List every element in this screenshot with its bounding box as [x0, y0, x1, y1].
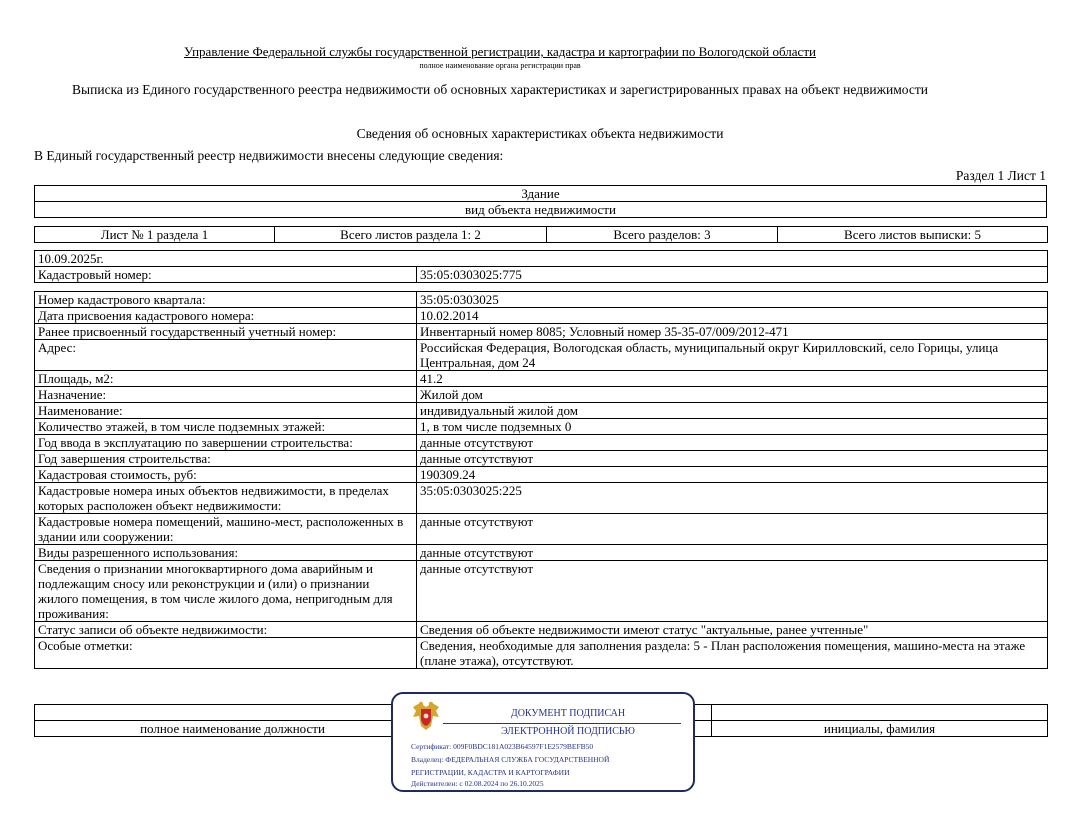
stamp-divider [443, 723, 681, 724]
cadastral-number-value: 35:05:0303025:775 [417, 267, 1048, 283]
row-label: Дата присвоения кадастрового номера: [35, 308, 417, 324]
table-row [35, 308, 1048, 324]
object-type-table [34, 185, 1047, 218]
table-row [35, 403, 1048, 419]
row-value: 35:05:0303025 [417, 292, 1048, 308]
row-label: Номер кадастрового квартала: [35, 292, 417, 308]
object-type: Здание [35, 186, 1047, 202]
position-caption: полное наименование должности [35, 721, 431, 737]
row-value: данные отсутствуют [417, 561, 1048, 622]
extract-title: Выписка из Единого государственного реестра недвижимости об основных характеристиках и зарегистрированных правах на объект недвижимости [72, 82, 928, 97]
row-label: Адрес: [35, 340, 417, 371]
row-label: Количество этажей, в том числе подземных этажей: [35, 419, 417, 435]
table-row [35, 387, 1048, 403]
sheets-info-table [34, 226, 1048, 243]
row-label: Кадастровые номера иных объектов недвижимости, в пределах которых расположен объект недвижимости: [35, 483, 417, 514]
row-label: Ранее присвоенный государственный учетный номер: [35, 324, 417, 340]
row-label: Кадастровая стоимость, руб: [35, 467, 417, 483]
row-label: Площадь, м2: [35, 371, 417, 387]
registration-authority-caption: полное наименование органа регистрации прав [419, 61, 581, 70]
table-row [35, 467, 1048, 483]
stamp-title-line1: ДОКУМЕНТ ПОДПИСАН [510, 708, 626, 719]
table-row [35, 561, 1048, 622]
table-row [35, 545, 1048, 561]
stamp-certificate: Сертификат: 009F0BDC181A023B64597F1E2579BEFB50 [411, 742, 594, 751]
extract-date: 10.09.2025г. [35, 251, 1048, 267]
row-value: Российская Федерация, Вологодская область, муниципальный округ Кирилловский, село Горицы, улица Центральная, дом 24 [417, 340, 1048, 371]
coat-of-arms-icon [409, 698, 443, 732]
row-label: Наименование: [35, 403, 417, 419]
stamp-validity: Действителен: с 02.08.2024 по 26.10.2025 [411, 779, 544, 788]
electronic-signature-stamp [391, 692, 695, 792]
row-value: 190309.24 [417, 467, 1048, 483]
name-caption: инициалы, фамилия [712, 721, 1048, 737]
cadastral-number-label: Кадастровый номер: [35, 267, 417, 283]
row-label: Год ввода в эксплуатацию по завершении строительства: [35, 435, 417, 451]
stamp-title-line2: ЭЛЕКТРОННОЙ ПОДПИСЬЮ [501, 726, 635, 737]
section-sheets-total: Всего листов раздела 1: 2 [275, 227, 547, 243]
row-value: Сведения, необходимые для заполнения раздела: 5 - План расположения помещения, машино-места на этаже (плане этажа), отсутствуют. [417, 638, 1048, 669]
registration-authority-name: Управление Федеральной службы государственной регистрации, кадастра и картографии по Вологодской области [184, 44, 816, 59]
table-row [35, 514, 1048, 545]
row-value: 10.02.2014 [417, 308, 1048, 324]
row-value: Инвентарный номер 8085; Условный номер 35-35-07/009/2012-471 [417, 324, 1048, 340]
row-label: Назначение: [35, 387, 417, 403]
table-row [35, 638, 1048, 669]
table-row [35, 419, 1048, 435]
row-value: индивидуальный жилой дом [417, 403, 1048, 419]
table-row [35, 292, 1048, 308]
row-label: Статус записи об объекте недвижимости: [35, 622, 417, 638]
row-value: данные отсутствуют [417, 545, 1048, 561]
stamp-owner-line2: РЕГИСТРАЦИИ, КАДАСТРА И КАРТОГРАФИИ [411, 768, 570, 777]
section-title: Сведения об основных характеристиках объекта недвижимости [356, 126, 724, 141]
date-cadastral-table [34, 250, 1048, 283]
table-row [35, 371, 1048, 387]
signature-position-cell [35, 705, 431, 721]
row-value: 41.2 [417, 371, 1048, 387]
signature-name-cell [712, 705, 1048, 721]
row-label: Сведения о признании многоквартирного дома аварийным и подлежащим сносу или реконструкции и (или) о признании жилого помещения, в том числе жилого дома, непригодным для проживания: [35, 561, 417, 622]
section-sheet-reference: Раздел 1 Лист 1 [955, 168, 1046, 183]
table-row [35, 483, 1048, 514]
row-label: Год завершения строительства: [35, 451, 417, 467]
row-label: Кадастровые номера помещений, машино-мест, расположенных в здании или сооружении: [35, 514, 417, 545]
row-label: Особые отметки: [35, 638, 417, 669]
stamp-owner-line1: Владелец: ФЕДЕРАЛЬНАЯ СЛУЖБА ГОСУДАРСТВЕННОЙ [411, 755, 610, 764]
row-value: 1, в том числе подземных 0 [417, 419, 1048, 435]
row-value: Сведения об объекте недвижимости имеют статус "актуальные, ранее учтенные" [417, 622, 1048, 638]
table-row [35, 324, 1048, 340]
intro-text: В Единый государственный реестр недвижимости внесены следующие сведения: [34, 148, 504, 163]
extract-sheets-total: Всего листов выписки: 5 [778, 227, 1048, 243]
row-value: 35:05:0303025:225 [417, 483, 1048, 514]
table-row [35, 451, 1048, 467]
table-row [35, 622, 1048, 638]
object-type-caption: вид объекта недвижимости [35, 202, 1047, 218]
row-value: данные отсутствуют [417, 435, 1048, 451]
sheet-number: Лист № 1 раздела 1 [35, 227, 275, 243]
table-row [35, 435, 1048, 451]
row-value: данные отсутствуют [417, 514, 1048, 545]
sections-total: Всего разделов: 3 [547, 227, 778, 243]
row-value: данные отсутствуют [417, 451, 1048, 467]
row-label: Виды разрешенного использования: [35, 545, 417, 561]
table-row [35, 340, 1048, 371]
characteristics-table [34, 291, 1048, 669]
row-value: Жилой дом [417, 387, 1048, 403]
